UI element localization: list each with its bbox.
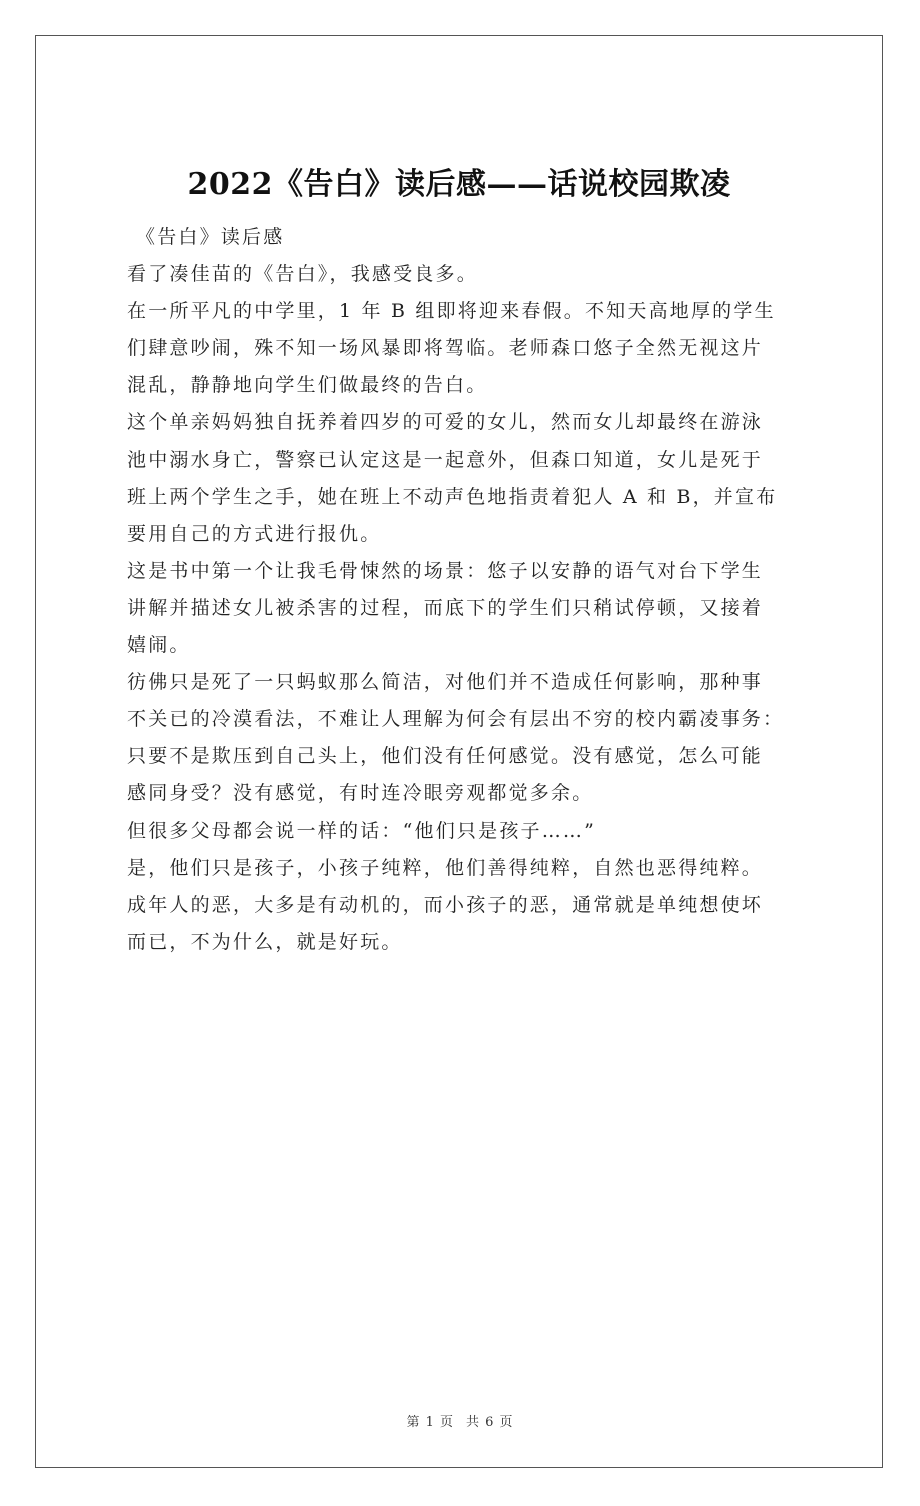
paragraph-line: 不关已的冷漠看法，不难让人理解为何会有层出不穷的校内霸凌事务：	[127, 708, 785, 731]
paragraph-line: 要用自己的方式进行报仇。	[127, 522, 382, 545]
paragraph-line: 讲解并描述女儿被杀害的过程，而底下的学生们只稍试停顿，又接着	[127, 596, 764, 619]
paragraph-line: 们肆意吵闹，殊不知一场风暴即将驾临。老师森口悠子全然无视这片	[127, 337, 764, 360]
paragraph-line: 班上两个学生之手，她在班上不动声色地指责着犯人 A 和 B，并宣布	[127, 485, 778, 508]
paragraph-line: 池中溺水身亡，警察已认定这是一起意外，但森口知道，女儿是死于	[127, 448, 764, 471]
paragraph-line: 彷佛只是死了一只蚂蚁那么简洁，对他们并不造成任何影响，那种事	[127, 671, 764, 694]
document-body	[127, 219, 797, 961]
paragraph-line: 这是书中第一个让我毛骨悚然的场景：悠子以安静的语气对台下学生	[127, 559, 764, 582]
paragraph-line: 感同身受？没有感觉，有时连冷眼旁观都觉多余。	[127, 782, 594, 805]
paragraph-line: 而已，不为什么，就是好玩。	[127, 930, 403, 953]
document-title: 2022《告白》读后感——话说校园欺凌	[187, 167, 731, 202]
paragraph-line: 只要不是欺压到自己头上，他们没有任何感觉。没有感觉，怎么可能	[127, 745, 764, 768]
paragraph-line: 混乱，静静地向学生们做最终的告白。	[127, 374, 488, 397]
paragraph-line: 这个单亲妈妈独自抚养着四岁的可爱的女儿，然而女儿却最终在游泳	[127, 411, 764, 434]
paragraph-line: 是，他们只是孩子，小孩子纯粹，他们善得纯粹，自然也恶得纯粹。	[127, 856, 764, 879]
page-number-current: 第 1 页	[406, 1415, 454, 1430]
paragraph-line: 在一所平凡的中学里，1 年 B 组即将迎来春假。不知天高地厚的学生	[127, 300, 776, 323]
paragraph-line: 成年人的恶，大多是有动机的，而小孩子的恶，通常就是单纯想使坏	[127, 893, 764, 916]
paragraph-line: 嬉闹。	[127, 634, 191, 657]
document-subtitle: 《告白》读后感	[136, 226, 285, 248]
paragraph-line: 看了凑佳苗的《告白》，我感受良多。	[127, 263, 478, 286]
paragraph-line: 但很多父母都会说一样的话：“他们只是孩子……”	[127, 819, 597, 842]
page-number-total: 共 6 页	[466, 1415, 514, 1430]
page-footer	[0, 1411, 920, 1430]
